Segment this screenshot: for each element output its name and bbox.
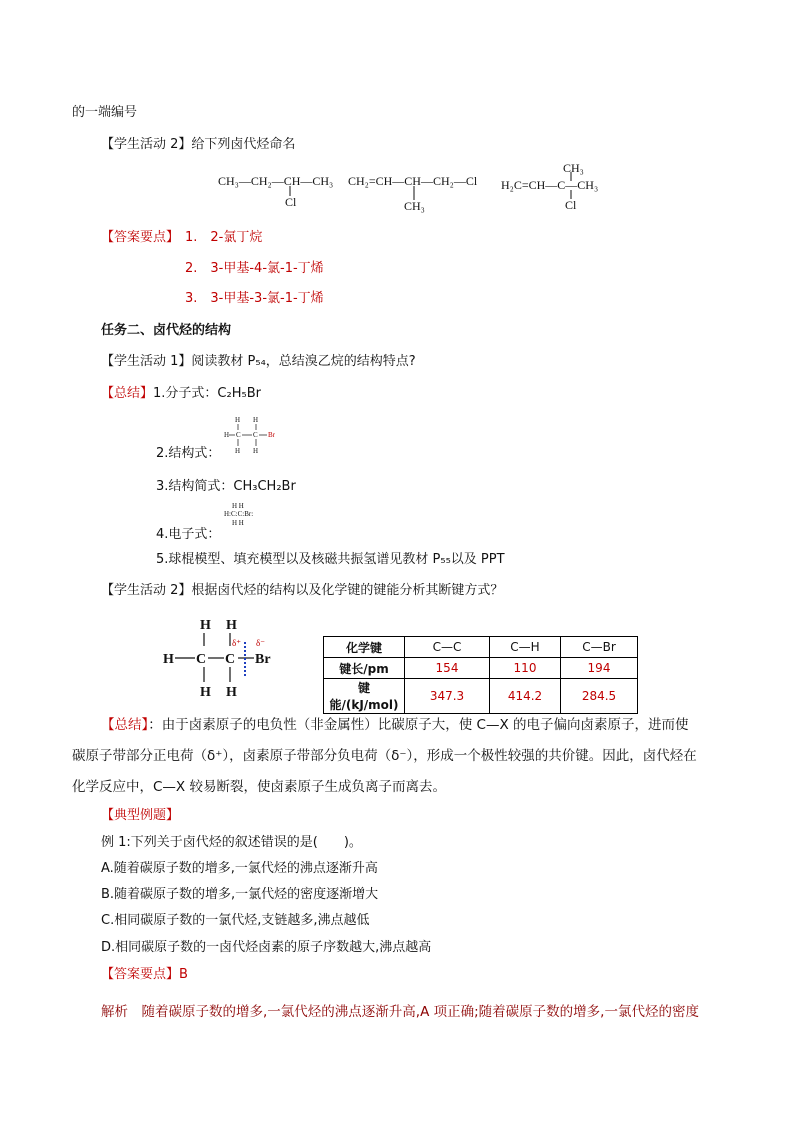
sf-h-bottom-1: H [235, 447, 241, 455]
ef-top: H H [232, 502, 244, 510]
structural-formula-diagram [222, 414, 282, 456]
example1-stem: 例 1:下列关于卤代烃的叙述错误的是( )。 [101, 835, 362, 850]
analysis-label: 解析 [101, 1004, 128, 1020]
delta-minus-label: δ⁻ [256, 638, 265, 648]
table-cell: 194 [561, 658, 638, 679]
activity-label: 【学生活动 2】 [101, 137, 192, 152]
table-row-label: 键长/pm [324, 658, 405, 679]
example1-option-c: C.相同碳原子数的一氯代烃,支链越多,沸点越低 [101, 913, 370, 928]
activity1-text: 阅读教材 P₅₄，总结溴乙烷的结构特点? [191, 354, 416, 369]
table-row [324, 658, 638, 679]
table-row-label: 键能/(kJ/mol) [324, 679, 405, 714]
summary1-item-2: 2.结构式： [156, 446, 221, 461]
table-cell: 414.2 [490, 679, 561, 714]
activity2-bond-label: 【学生活动 2】 [101, 583, 192, 598]
table-cell: 110 [490, 658, 561, 679]
analysis-text: 随着碳原子数的增多,一氯代烃的沸点逐渐升高,A 项正确;随着碳原子数的增多,一氯代烃的密度 [141, 1004, 699, 1020]
activity-text: 给下列卤代烃命名 [191, 137, 296, 152]
sf-c1: C [236, 431, 241, 439]
table-cell: 347.3 [405, 679, 490, 714]
table-cell: 284.5 [561, 679, 638, 714]
task2-heading: 任务二、卤代烃的结构 [101, 323, 232, 338]
typical-examples-heading: 【典型例题】 [101, 808, 180, 823]
analysis [101, 1003, 699, 1021]
mol-c2: C [225, 652, 236, 667]
electron-formula-diagram [222, 500, 274, 526]
answer-points-label: 【答案要点】 [101, 230, 180, 245]
mol-h-top-2: H [226, 618, 237, 633]
structure-1 [218, 174, 333, 189]
table-header: 化学键 [324, 637, 405, 658]
mol-h-top-1: H [200, 618, 211, 633]
answer-item-2: 2. 3-甲基-4-氯-1-丁烯 [185, 261, 324, 276]
sf-c2: C [253, 431, 258, 439]
activity2-naming [101, 136, 295, 154]
answer-points-2-label: 【答案要点】 [101, 967, 180, 982]
mol-br: Br [255, 652, 271, 667]
structure-3: H₂C=CH—C—CH₃ [501, 178, 599, 192]
summary2-line1 [101, 716, 689, 734]
answer-points-2-value: B [179, 967, 188, 982]
example1-option-d: D.相同碳原子数的一卤代烃卤素的原子序数越大,沸点越高 [101, 940, 432, 955]
mol-h-bottom-1: H [200, 685, 211, 700]
summary1-item-3: 3.结构简式：CH₃CH₂Br [156, 479, 296, 494]
activity1 [101, 353, 416, 371]
sf-h-left: H [224, 431, 230, 439]
delta-plus-label: δ⁺ [232, 638, 241, 648]
answer-points-2 [101, 966, 188, 984]
mol-h-left: H [163, 652, 174, 667]
answer-item-1: 1. 2-氯丁烷 [185, 230, 263, 245]
structure-2-bond [412, 186, 416, 200]
table-header: C—C [405, 637, 490, 658]
activity1-label: 【学生活动 1】 [101, 354, 192, 369]
summary1-item-5: 5.球棍模型、填充模型以及核磁共振氢谱见教材 P₅₅以及 PPT [156, 552, 505, 567]
bromoethane-polarity-diagram [160, 612, 280, 702]
summary2-text-2: 碳原子带部分正电荷（δ⁺），卤素原子带部分负电荷（δ⁻），形成一个极性较强的共价键。因此，卤代烃在 [72, 748, 697, 764]
mol-h-bottom-2: H [226, 685, 237, 700]
mol-c1: C [196, 652, 207, 667]
table-header: C—H [490, 637, 561, 658]
summary2-text-3: 化学反应中，C—X 较易断裂，使卤素原子生成负离子而离去。 [72, 779, 446, 795]
activity2-bond [101, 582, 503, 600]
structure-3-top: CH₃ [563, 161, 584, 175]
structure-3-substituent: Cl [565, 198, 577, 212]
table-row [324, 679, 638, 714]
ef-mid: H:C:C:Br: [224, 510, 254, 518]
table-cell: 154 [405, 658, 490, 679]
sf-h-top-1: H [235, 416, 241, 424]
answer-item-3: 3. 3-甲基-3-氯-1-丁烯 [185, 291, 324, 306]
summary2-label: 【总结】 [101, 717, 149, 733]
summary1-item-1: 1.分子式：C₂H₅Br [153, 386, 261, 401]
bond-data-table [323, 636, 638, 714]
sf-h-top-2: H [253, 416, 259, 424]
structure-2-substituent: CH₃ [404, 199, 425, 213]
activity2-bond-text: 根据卤代烃的结构以及化学键的键能分析其断键方式？ [191, 583, 504, 598]
table-header: C—Br [561, 637, 638, 658]
summary2-text-1: ：由于卤素原子的电负性（非金属性）比碳原子大，使 C—X 的电子偏向卤素原子，进而使 [148, 717, 689, 733]
example1-option-b: B.随着碳原子数的增多,一氯代烃的密度逐渐增大 [101, 887, 379, 902]
summary1-item-4: 4.电子式： [156, 527, 221, 542]
ef-bottom: H H [232, 519, 244, 526]
table-header-row [324, 637, 638, 658]
structure-1-substituent: Cl [285, 195, 297, 209]
example1-option-a: A.随着碳原子数的增多,一氯代烃的沸点逐渐升高 [101, 861, 378, 876]
summary1-line1 [101, 385, 261, 403]
summary1-label: 【总结】 [101, 386, 154, 401]
sf-br: Br [268, 431, 275, 439]
sf-h-bottom-2: H [253, 447, 259, 455]
structure-2-main: CH₂=CH—CH—CH₂—Cl [348, 174, 478, 188]
intro-line: 的一端编号 [72, 105, 138, 120]
structure-1-main: CH₃—CH₂—CH—CH₃ [218, 174, 334, 188]
